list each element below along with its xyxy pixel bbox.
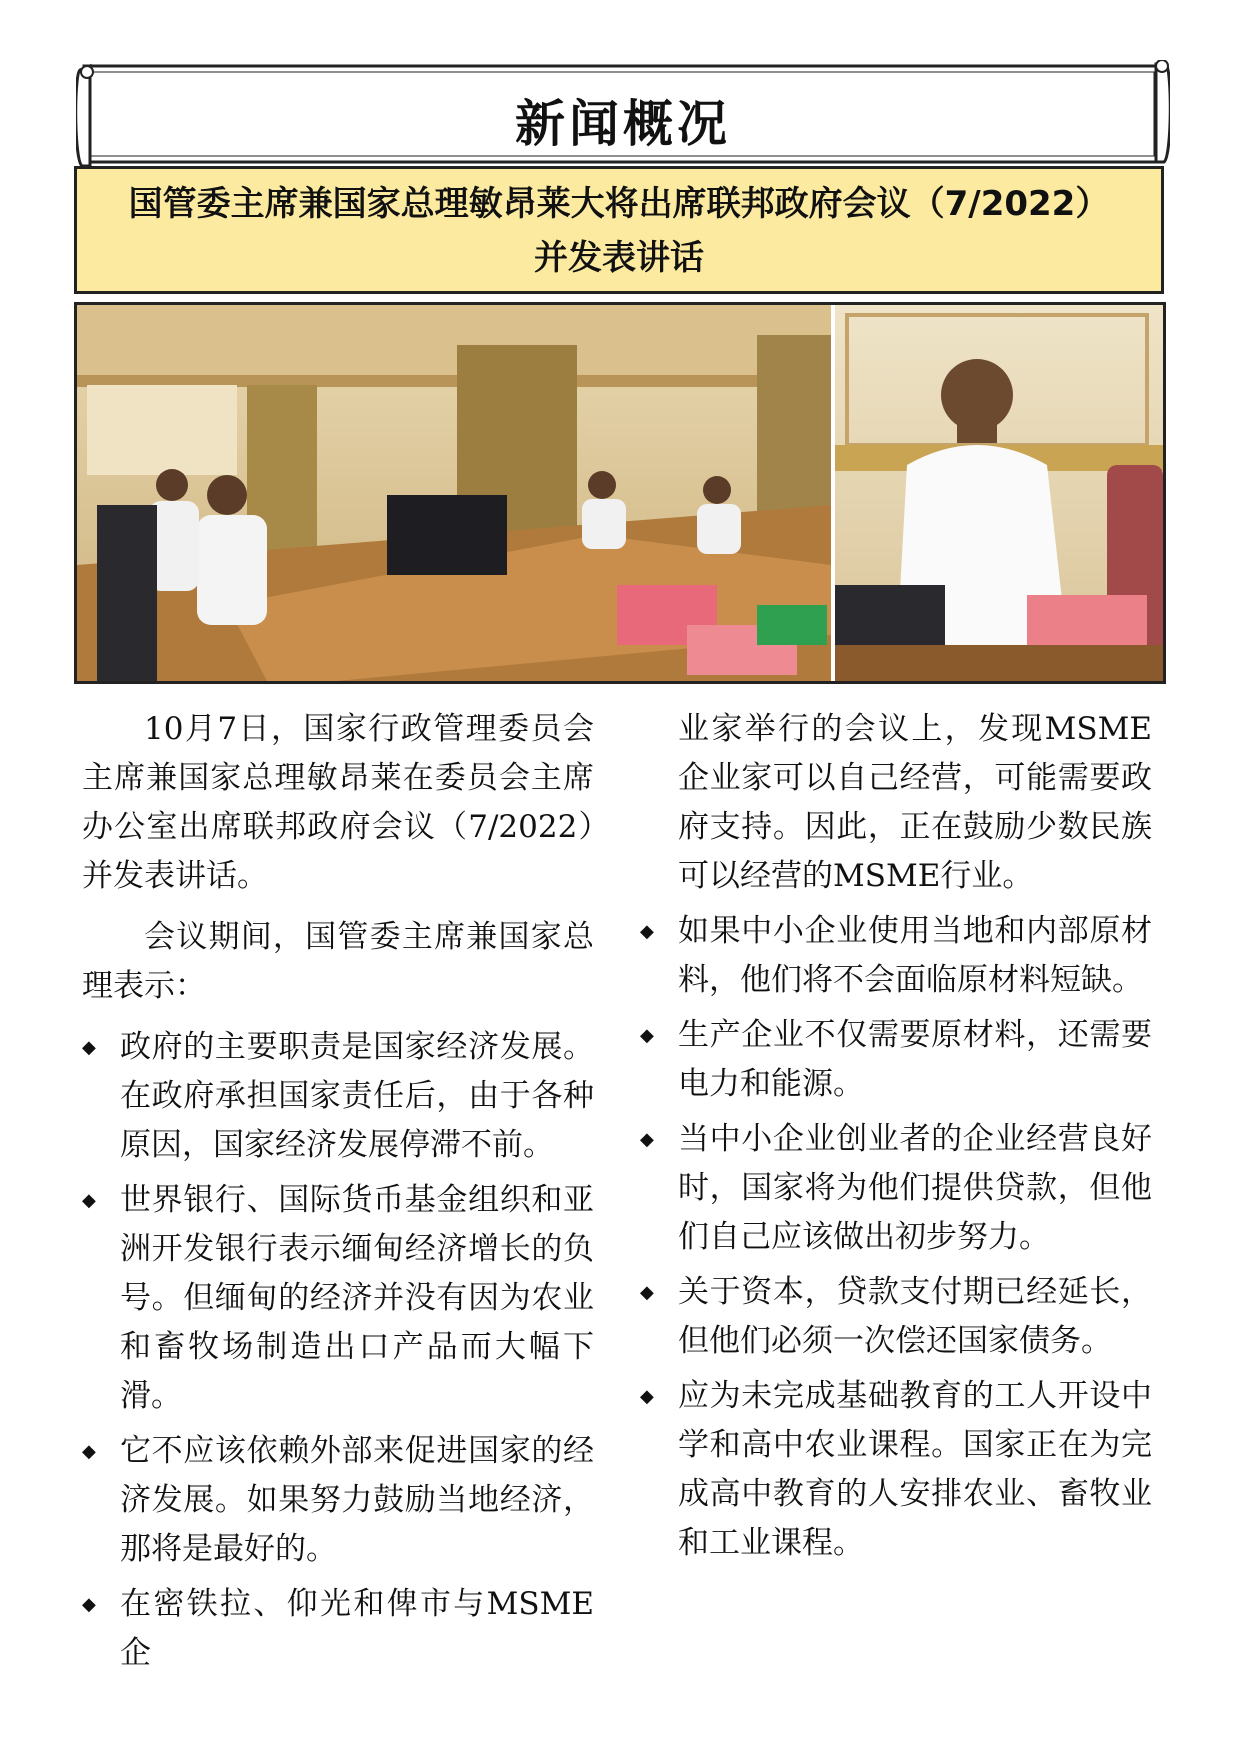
list-item-text: 生产企业不仅需要原材料，还需要电力和能源。	[678, 1017, 1152, 1102]
meeting-photo	[74, 302, 1166, 684]
headline-box	[74, 166, 1164, 294]
list-item-text: 世界银行、国际货币基金组织和亚洲开发银行表示缅甸经济增长的负号。但缅甸的经济并没有因为农业和畜牧场制造出口产品而大幅下滑。	[120, 1182, 594, 1414]
list-item	[640, 1115, 1152, 1262]
paragraph-intro: 10月7日，国家行政管理委员会主席兼国家总理敏昂莱在委员会主席办公室出席联邦政府会议（7/2022）并发表讲话。	[82, 711, 594, 894]
diamond-bullet-icon: ◆	[640, 921, 654, 942]
list-item-continuation	[640, 705, 1152, 901]
list-item-text: 在密铁拉、仰光和俾市与MSME企	[120, 1586, 594, 1671]
list-item	[640, 907, 1152, 1005]
left-column	[82, 705, 594, 1684]
headline-line-1: 国管委主席兼国家总理敏昂莱大将出席联邦政府会议（7/2022）	[128, 184, 1110, 224]
diamond-bullet-icon: ◆	[82, 1441, 96, 1462]
diamond-bullet-icon: ◆	[640, 1386, 654, 1407]
list-item-text: 当中小企业创业者的企业经营良好时，国家将为他们提供贷款，但他们自己应该做出初步努力。	[678, 1121, 1152, 1255]
page-title: 新闻概况	[515, 94, 731, 153]
diamond-bullet-icon: ◆	[640, 1129, 654, 1150]
list-item-text: 它不应该依赖外部来促进国家的经济发展。如果努力鼓励当地经济，那将是最好的。	[120, 1433, 594, 1567]
list-item-text: 如果中小企业使用当地和内部原材料，他们将不会面临原材料短缺。	[678, 913, 1152, 998]
diamond-bullet-icon: ◆	[640, 1025, 654, 1046]
diamond-bullet-icon: ◆	[82, 1594, 96, 1615]
list-item	[82, 1176, 594, 1421]
list-item-text: 应为未完成基础教育的工人开设中学和高中农业课程。国家正在为完成高中教育的人安排农业、畜牧业和工业课程。	[678, 1378, 1152, 1561]
headline-line-2: 并发表讲话	[534, 238, 704, 278]
list-item	[640, 1011, 1152, 1109]
diamond-bullet-icon: ◆	[640, 1282, 654, 1303]
list-item	[82, 1580, 594, 1678]
diamond-bullet-icon: ◆	[82, 1037, 96, 1058]
right-column	[640, 705, 1152, 1574]
list-item	[82, 1427, 594, 1574]
list-item	[640, 1268, 1152, 1366]
list-item	[640, 1372, 1152, 1568]
list-item-text: 业家举行的会议上，发现MSME企业家可以自己经营，可能需要政府支持。因此，正在鼓励少数民族可以经营的MSME行业。	[678, 711, 1152, 894]
meeting-photo-icon	[77, 305, 1163, 681]
diamond-bullet-icon: ◆	[82, 1190, 96, 1211]
list-item	[82, 1023, 594, 1170]
list-item-text: 关于资本，贷款支付期已经延长，但他们必须一次偿还国家债务。	[678, 1274, 1152, 1359]
title-banner	[76, 60, 1170, 170]
paragraph-statement: 会议期间，国管委主席兼国家总理表示：	[82, 919, 594, 1004]
list-item-text: 政府的主要职责是国家经济发展。在政府承担国家责任后，由于各种原因，国家经济发展停滞不前。	[120, 1029, 594, 1163]
